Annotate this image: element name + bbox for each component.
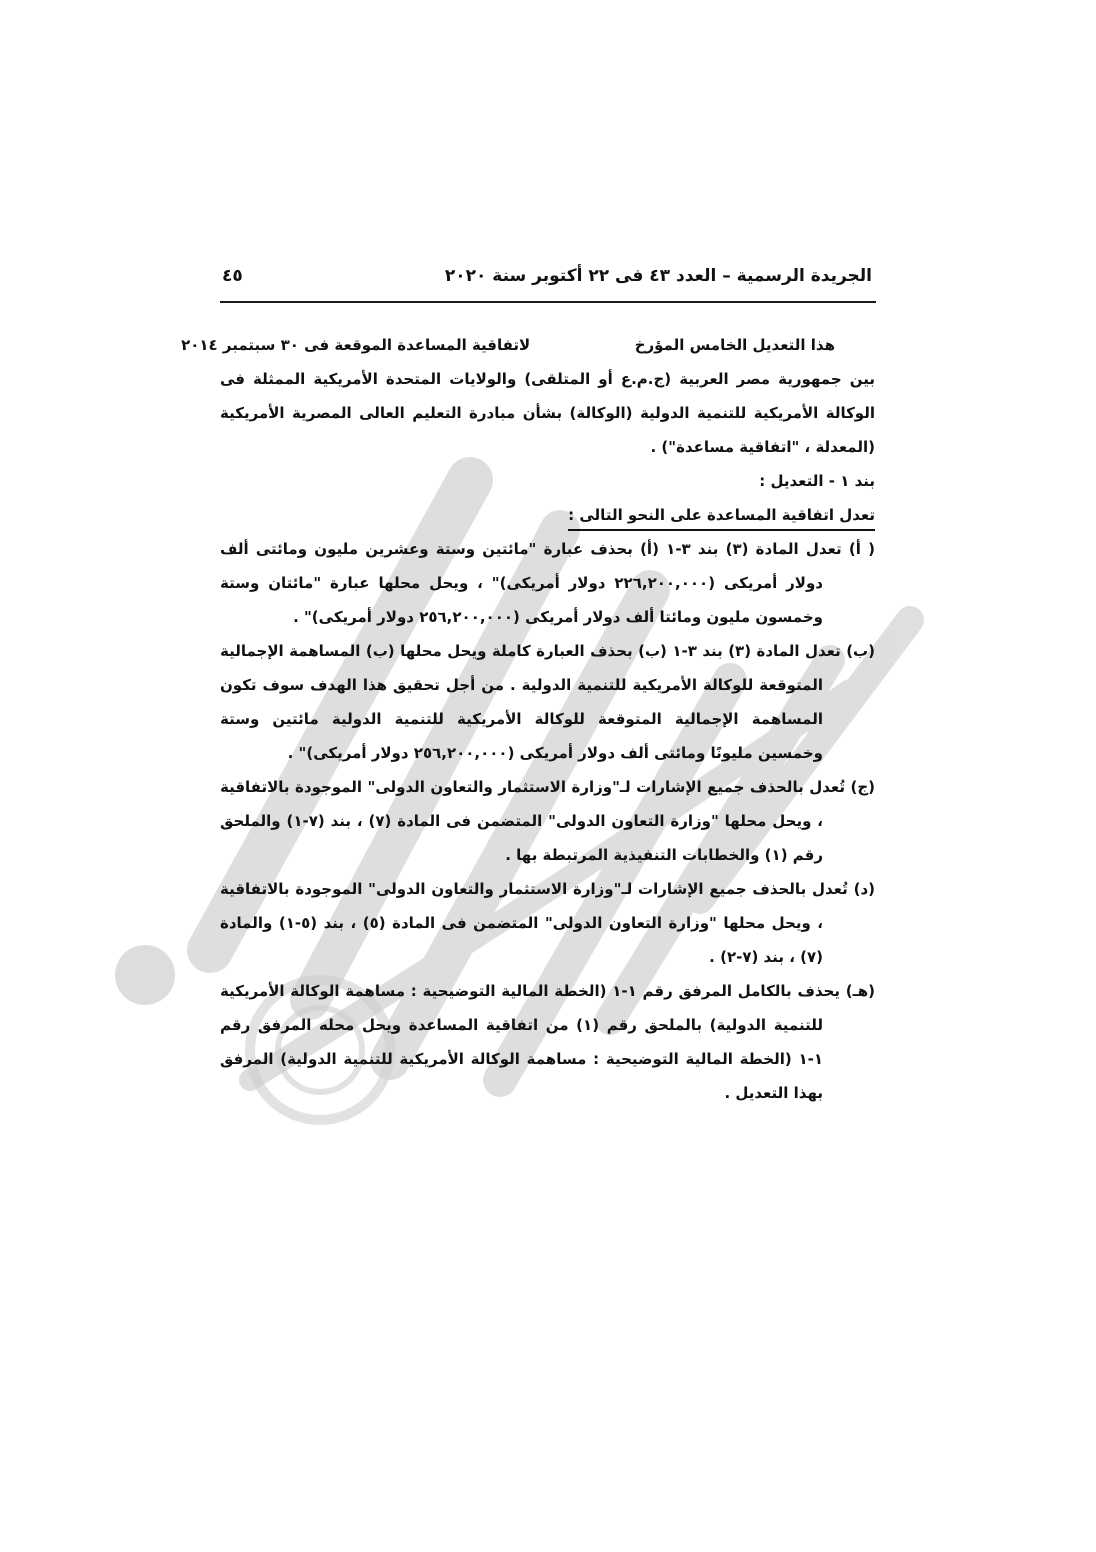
section-lead-wrap — [220, 498, 875, 532]
header-title: الجريدة الرسمية – العدد ٤٣ فى ٢٢ أكتوبر سنة ٢٠٢٠ — [444, 266, 872, 286]
section-lead: تعدل اتفاقية المساعدة على النحو التالى : — [568, 501, 875, 531]
intro-paragraph: بين جمهورية مصر العربية (ج.م.ع أو المتلقى) والولايات المتحدة الأمريكية الممثلة فى الوكالة الأمريكية للتنمية الدولية (الوكالة) بشأن مبادرة التعليم العالى المصرية الأمريكية (المعدلة ، "اتفاقية مساعدة") . — [220, 370, 875, 456]
page-number: ٤٥ — [222, 266, 243, 286]
header-divider — [220, 301, 876, 303]
page-header — [222, 258, 872, 294]
intro-line1-end: لاتفاقية المساعدة الموقعة فى ٣٠ سبتمبر ٢٠١٤ — [181, 336, 531, 354]
intro-line1-start: هذا التعديل الخامس المؤرخ — [634, 336, 835, 354]
amendment-item-e: (هـ) يحذف بالكامل المرفق رقم ١-١ (الخطة المالية التوضيحية : مساهمة الوكالة الأمريكية للتنمية الدولية) بالملحق رقم (١) من اتفاقية المساعدة ويحل محله المرفق رقم ١-١ (الخطة المالية التوضيحية : مساهمة الوكالة الأمريكية للتنمية الدولية) المرفق بهذا التعديل . — [220, 982, 875, 1102]
section-heading: بند ١ - التعديل : — [759, 472, 875, 490]
amendment-item-a: ( أ) تعدل المادة (٣) بند ٣-١ (أ) بحذف عبارة "مائتين وستة وعشرين مليون ومائتى ألف دولار أمريكى (٢٢٦,٢٠٠,٠٠٠ دولار أمريكى)" ، ويحل محلها عبارة "مائتان وستة وخمسون مليون ومائتا ألف دولار أمريكى (٢٥٦,٢٠٠,٠٠٠ دولار أمريكى)" . — [220, 540, 875, 626]
document-body — [181, 328, 875, 1110]
amendment-item-d: (د) تُعدل بالحذف جميع الإشارات لـ"وزارة الاستثمار والتعاون الدولى" الموجودة بالاتفاقية ، ويحل محلها "وزارة التعاون الدولى" المتضمن فى المادة (٥) ، بند (٥-١) والمادة (٧) ، بند (٧-٢) . — [220, 880, 875, 966]
amendment-item-b: (ب) تعدل المادة (٣) بند ٣-١ (ب) بحذف العبارة كاملة ويحل محلها (ب) المساهمة الإجمالية المتوقعة للوكالة الأمريكية للتنمية الدولية . من أجل تحقيق هذا الهدف سوف تكون المساهمة الإجمالية المتوقعة للوكالة الأمريكية للتنمية الدولية مائتين وستة وخمسين مليونًا ومائتى ألف دولار أمريكى (٢٥٦,٢٠٠,٠٠٠ دولار أمريكى)" . — [220, 642, 875, 762]
amendment-item-c: (ج) تُعدل بالحذف جميع الإشارات لـ"وزارة الاستثمار والتعاون الدولى" الموجودة بالاتفاقية ، ويحل محلها "وزارة التعاون الدولى" المتضمن فى المادة (٧) ، بند (٧-١) والملحق رقم (١) والخطابات التنفيذية المرتبطة بها . — [220, 778, 875, 864]
intro-first-line — [181, 328, 875, 362]
